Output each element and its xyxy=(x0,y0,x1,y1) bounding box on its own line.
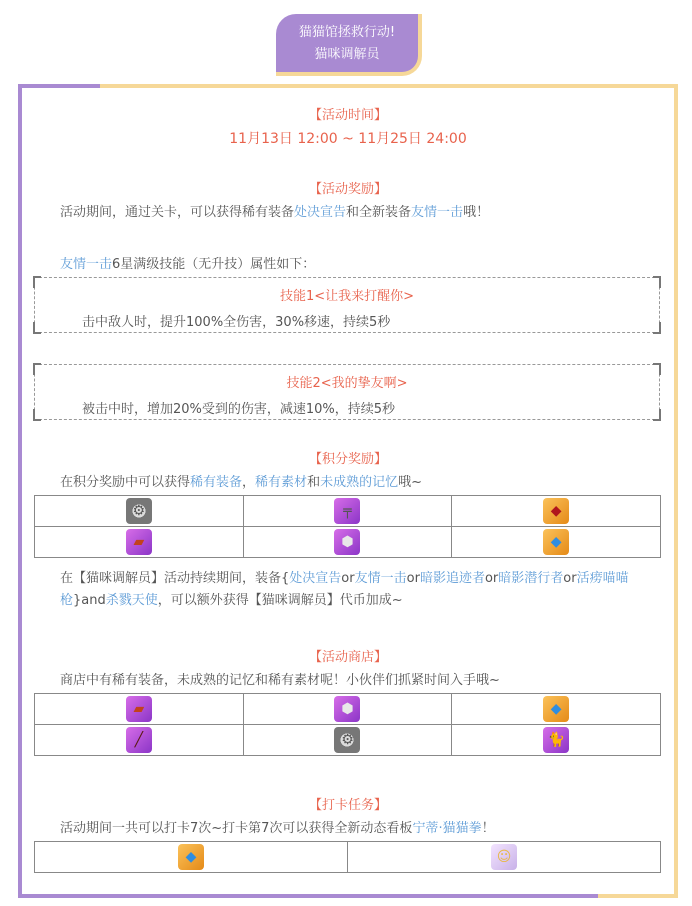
shop-heading: 【活动商店】 xyxy=(308,650,387,665)
event-title: 猫猫馆拯救行动! xyxy=(298,25,396,40)
bonus-text: 在【猫咪调解员】活动持续期间，装备{处决宣告or友情一击or暗影追迹者or暗影潜行者or活痨喵喵枪}and杀戮天使，可以额外获得【猫咪调解员】代币加成~ xyxy=(60,571,629,608)
time-heading: 【活动时间】 xyxy=(308,108,387,123)
event-subtitle: 猫咪调解员 xyxy=(314,47,380,62)
link-rare-material[interactable]: 稀有素材 xyxy=(255,475,308,490)
table-row xyxy=(35,496,661,527)
rifle-icon[interactable]: ╱ xyxy=(126,727,152,753)
skill-2-desc: 被击中时，增加20%受到的伤害，减速10%，持续5秒 xyxy=(82,402,396,417)
blue-crystal-icon[interactable]: ◆ xyxy=(543,696,569,722)
skill-1-desc: 击中敌人时，提升100%全伤害，30%移速，持续5秒 xyxy=(82,315,391,330)
time-range: 11月13日 12:00 ~ 11月25日 24:00 xyxy=(229,131,467,147)
link-friendship-strike[interactable]: 友情一击 xyxy=(354,571,407,586)
scroll-icon[interactable]: ▰ xyxy=(126,529,152,555)
item-link-friendship-strike[interactable]: 友情一击 xyxy=(411,205,464,220)
frame-accent-left xyxy=(18,84,22,898)
portrait-icon[interactable]: ☺ xyxy=(491,844,517,870)
reward-heading: 【活动奖励】 xyxy=(308,182,387,197)
shop-table xyxy=(34,693,661,756)
blue-crystal-icon[interactable]: ◆ xyxy=(543,529,569,555)
link-shadow-tracker[interactable]: 暗影追迹者 xyxy=(419,571,485,586)
skills-intro: 友情一击6星满级技能（无升技）属性如下： xyxy=(60,257,316,272)
points-reward-table xyxy=(34,495,661,558)
ore-icon[interactable]: ⬢ xyxy=(334,696,360,722)
ore-icon[interactable]: ⬢ xyxy=(334,529,360,555)
skill-1-box xyxy=(34,277,660,333)
gear-icon[interactable]: ⚙ xyxy=(126,498,152,524)
table-row xyxy=(35,842,661,873)
checkin-table xyxy=(34,841,661,873)
link-dynamic-board[interactable]: 宁蒂·猫猫拳 xyxy=(412,821,482,836)
table-row xyxy=(35,527,661,558)
checkin-text: 活动期间一共可以打卡7次~打卡第7次可以获得全新动态看板宁蒂·猫猫拳！ xyxy=(60,821,495,836)
frame-accent-bottom xyxy=(18,894,598,898)
gun-icon[interactable]: ╤ xyxy=(334,498,360,524)
table-row xyxy=(35,694,661,725)
item-link-execution[interactable]: 处决宣告 xyxy=(294,205,347,220)
event-title-tag xyxy=(276,14,422,76)
skill-2-title: 技能2<我的挚友啊> xyxy=(286,376,408,391)
item-link-friendship-strike-2[interactable]: 友情一击 xyxy=(60,257,113,272)
skill-2-box xyxy=(34,364,660,420)
frame-accent-top xyxy=(18,84,100,88)
link-shadow-stalker[interactable]: 暗影潜行者 xyxy=(498,571,564,586)
link-execution[interactable]: 处决宣告 xyxy=(289,571,342,586)
shop-text: 商店中有稀有装备，未成熟的记忆和稀有素材呢！小伙伴们抓紧时间入手哦~ xyxy=(60,673,500,688)
skill-1-title: 技能1<让我来打醒你> xyxy=(279,289,415,304)
red-gem-icon[interactable]: ◆ xyxy=(543,498,569,524)
table-row xyxy=(35,725,661,756)
link-immature-memory[interactable]: 未成熟的记忆 xyxy=(320,475,399,490)
link-meow-gun[interactable]: 活痨喵喵枪 xyxy=(60,571,629,608)
points-heading: 【积分奖励】 xyxy=(308,452,387,467)
blue-crystal-icon[interactable]: ◆ xyxy=(178,844,204,870)
link-killing-angel[interactable]: 杀戮天使 xyxy=(105,593,158,608)
gear-icon[interactable]: ⚙ xyxy=(334,727,360,753)
cat-icon[interactable]: 🐈 xyxy=(543,727,569,753)
link-rare-equipment[interactable]: 稀有装备 xyxy=(190,475,243,490)
checkin-heading: 【打卡任务】 xyxy=(308,798,387,813)
scroll-icon[interactable]: ▰ xyxy=(126,696,152,722)
points-text: 在积分奖励中可以获得稀有装备，稀有素材和未成熟的记忆哦~ xyxy=(60,475,422,490)
reward-text: 活动期间，通过关卡，可以获得稀有装备处决宣告和全新装备友情一击哦！ xyxy=(60,205,490,220)
